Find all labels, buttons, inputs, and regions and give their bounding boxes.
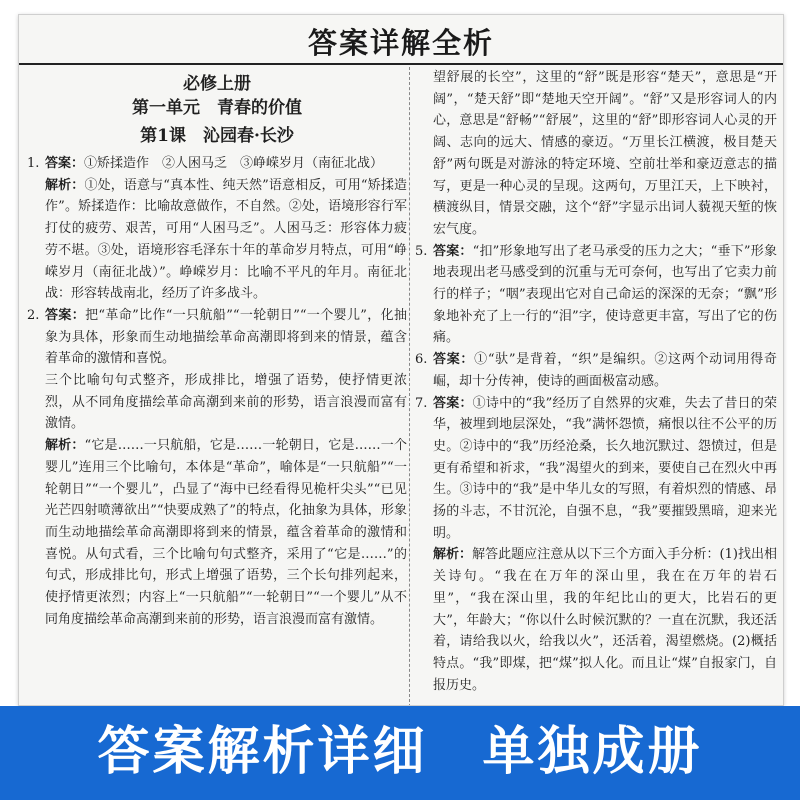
analysis-text — [45, 175, 407, 305]
question-1 — [27, 153, 407, 305]
question-5 — [415, 241, 777, 350]
answer-label: 答案： — [433, 395, 473, 411]
continued-analysis: 望舒展的长空”，这里的“舒”既是形容“楚天”，意思是“开阔”，“楚天舒”即“楚地天空开阔”。“舒”又是形容词人的内心，意思是“舒畅”“舒展”，这里的“舒”即形容词人心灵的开阔、志向的远大、情感的豪迈。“万里长江横渡，极目楚天舒”两句既是对游泳的特定环境、空前壮举和豪迈意志的描写，更是一种心灵的呈现。这两句，万里江天，上下映衬，横渡纵目，情景交融，这个“舒”字显示出词人藐视天堑的恢宏气度。 — [433, 70, 777, 237]
right-column — [415, 67, 777, 696]
analysis-text — [45, 435, 407, 630]
analysis-content: ①处，语意与“真本性、纯天然”语意相反，可用“矫揉造作”。矫揉造作：比喻故意做作，不自然。②处，语境形容行军打仗的疲劳、艰苦，可用“人困马乏”。人困马乏：形容体力疲劳不堪。③处，语境形容毛泽东十年的革命岁月特点，可用“峥嵘岁月（南征北战）”。峥嵘岁月：比喻不平凡的年月。南征北战：形容转战南北，经历了许多战斗。 — [45, 177, 407, 302]
question-number: 1. — [27, 156, 40, 171]
analysis-label: 解析： — [45, 177, 85, 193]
page-header-title: 答案详解全析 — [307, 26, 494, 60]
question-6 — [415, 349, 777, 392]
book-title: 必修上册 — [183, 74, 251, 94]
lesson-title: 第1课 沁园春·长沙 — [140, 126, 294, 146]
question-number: 6. — [415, 352, 428, 368]
analysis-content: 解答此题应注意从以下三个方面入手分析：(1)找出相关诗句。“我在在万年的深山里，我在在万年的岩石里”，“我在深山里，我的年纪比山的更大，比岩石的更大”，年龄大；“你以什么时候沉默的？一直在沉默，我还活着，请给我以火，给我以火”，还活着，渴望燃烧。(2)概括特点。“我”即煤，把“煤”拟人化。而且让“煤”自报家门，自报历史。 — [433, 547, 777, 693]
left-column — [27, 67, 407, 630]
answer-content: ①“驮”是背着，“织”是编织。②这两个动词用得奇崛，却十分传神，使诗的画面极富动感。 — [433, 352, 777, 389]
answer-text — [45, 305, 407, 370]
unit-title: 第一单元 青春的价值 — [132, 98, 302, 118]
answer-text — [45, 153, 407, 175]
answer-text — [433, 393, 777, 545]
answer-label: 答案： — [433, 352, 475, 368]
question-number: 2. — [27, 307, 40, 323]
question-7 — [415, 393, 777, 697]
analysis-text — [433, 544, 777, 696]
analysis-content: “它是……一只航船，它是……一轮朝日，它是……一个婴儿”连用三个比喻句，本体是“革命”，喻体是“一只航船”“一轮朝日”“一个婴儿”，凸显了“海中已经看得见桅杆尖头”“已见光芒四射喷薄欲出”“快要成熟了”的特点，化抽象为具体，形象而生动地描绘革命高潮即将到来的情景，蕴含着革命的激情和喜悦。从句式看，三个比喻句句式整齐，采用了“它是……”的句式，形成排比句，形式上增强了语势，三个长句排列起来，使抒情更浓烈；内容上“一只航船”“一轮朝日”“一个婴儿”从不同角度描绘革命高潮到来前的形势，语言浪漫而富有激情。 — [45, 438, 407, 627]
answer-content: 把“革命”比作“一只航船”“一轮朝日”“一个婴儿”，化抽象为具体，形象而生动地描绘革命高潮即将到来的情景，蕴含着革命的激情和喜悦。 — [45, 307, 407, 367]
answer-text-continued: 三个比喻句句式整齐，形成排比，增强了语势，使抒情更浓烈，从不同角度描绘革命高潮到来前的形势，语言浪漫而富有激情。 — [45, 373, 407, 432]
answer-page — [18, 14, 784, 706]
analysis-label: 解析： — [45, 438, 85, 454]
question-number: 5. — [415, 243, 428, 259]
column-divider — [409, 67, 410, 706]
answer-text — [433, 241, 777, 350]
promo-banner — [0, 706, 800, 800]
answer-content: ①矫揉造作 ②人困马乏 ③峥嵘岁月（南征北战） — [84, 156, 384, 171]
header-divider — [19, 63, 783, 65]
answer-label: 答案： — [45, 156, 85, 171]
question-2 — [27, 305, 407, 631]
question-number: 7. — [415, 395, 428, 411]
answer-content: ①诗中的“我”经历了自然界的灾难，失去了昔日的荣华，被埋到地层深处，“我”满怀怨愤，痛恨以往不公平的历史。②诗中的“我”历经沧桑，长久地沉默过、怨愤过，但是更有希望和祈求，“我”渴望火的到来，要使自己在烈火中再生。③诗中的“我”是中华儿女的写照，有着炽烈的情感、昂扬的斗志，不甘沉沦，自强不息，“我”要摧毁黑暗，迎来光明。 — [433, 395, 777, 541]
answer-label: 答案： — [433, 243, 473, 259]
analysis-label: 解析： — [433, 547, 473, 563]
answer-content: “扣”形象地写出了老马承受的压力之大；“垂下”形象地表现出老马感受到的沉重与无可奈何，也写出了它卖力前行的样子；“咽”表现出它对自己命运的深深的无奈；“飘”形象地补充了上一行的“泪”字，使诗意更丰富，写出了它的伤痛。 — [433, 243, 777, 346]
banner-text: 答案解析详细 单独成册 — [97, 722, 703, 782]
answer-label: 答案： — [45, 307, 86, 323]
answer-text — [433, 349, 777, 392]
